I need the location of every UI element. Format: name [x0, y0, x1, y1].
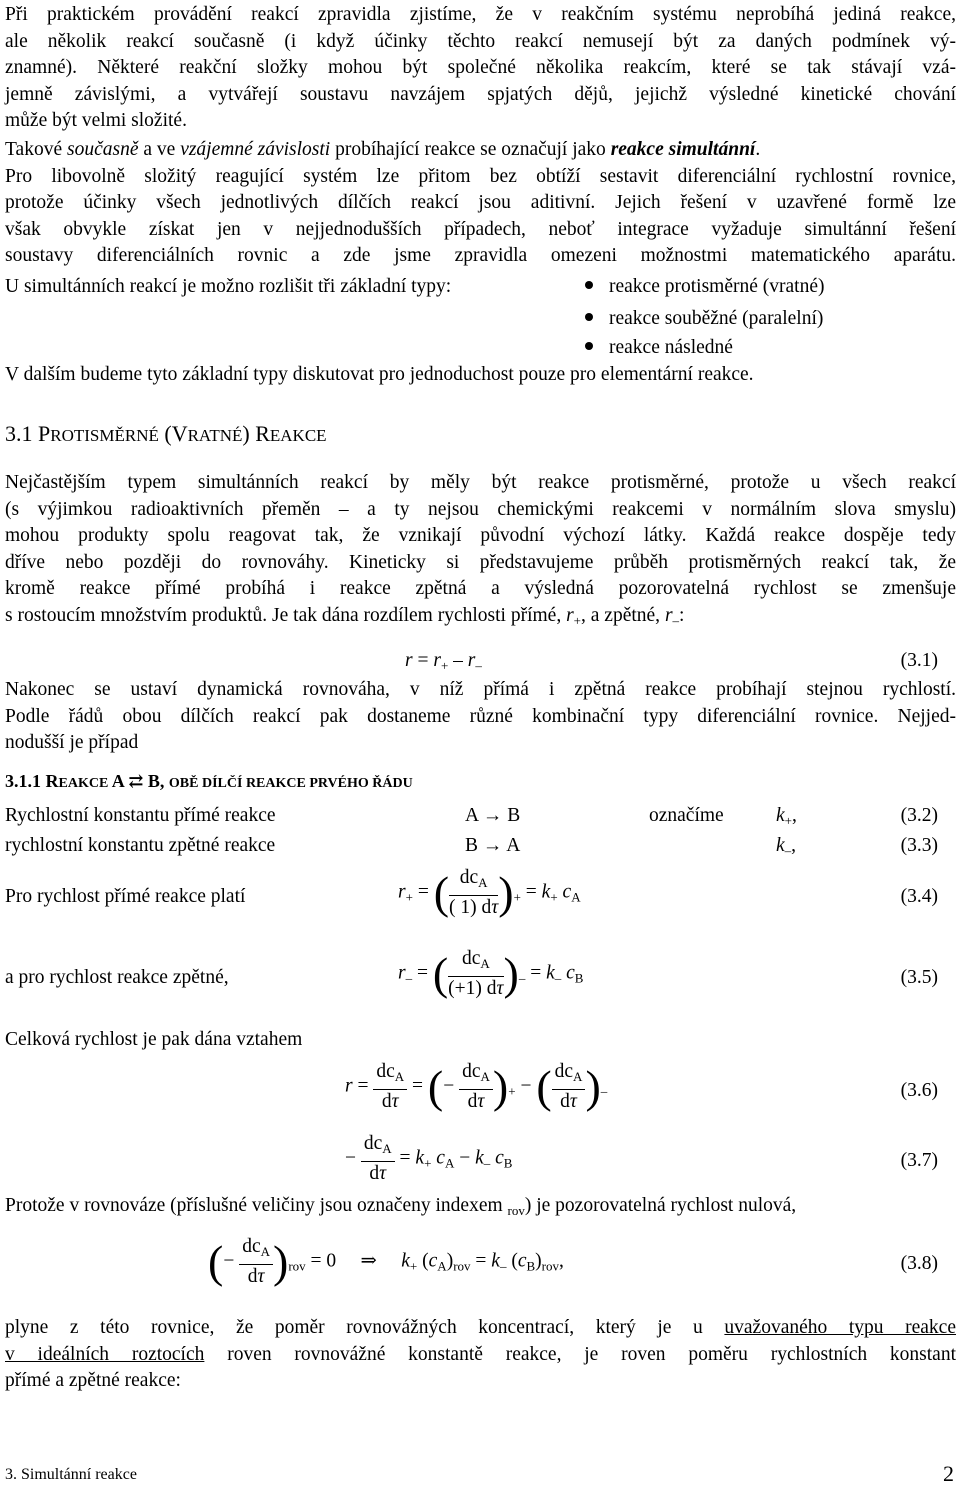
- heading-cap: P: [38, 421, 51, 446]
- text-line: Pro libovolně složitý reagující systém lze přitom bez obtíží sestavit diferenciální rychlostní rovnice,: [5, 165, 956, 187]
- symbol-sub: +: [405, 889, 413, 905]
- equation-number: (3.3): [900, 835, 938, 856]
- symbol-sub: +: [508, 1083, 516, 1099]
- heading-cap: R: [255, 421, 270, 446]
- types-after: V dalším budeme tyto základní typy diskutovat pro jednoduchost pouze pro elementární reakce.: [5, 364, 754, 385]
- paragraph-intro: [5, 2, 956, 135]
- text: ) je pozorovatelná rychlost nulová,: [524, 1195, 797, 1216]
- heading-text: A: [108, 771, 129, 791]
- text-line: protože účinky všech jednotlivých dílčích reakcí jsou aditivní. Jejich řešení v uzavřené formě lze: [5, 192, 956, 213]
- arrow-right-icon: →: [482, 835, 503, 856]
- denominator: [459, 1090, 493, 1114]
- list-item: [585, 335, 733, 361]
- text-line: Podle řádů obou dílčích reakcí pak dostaneme různé kombinační typy diferenciální rovnice. Nejjed-: [5, 705, 956, 727]
- symbol-sub: B: [503, 1155, 513, 1171]
- text: d: [381, 1091, 392, 1112]
- symbol: r: [398, 962, 406, 984]
- text: probíhající reakce se označují jako: [330, 139, 611, 160]
- paren-left: (: [433, 867, 450, 918]
- species: A: [506, 835, 521, 856]
- text: ,: [558, 1250, 564, 1272]
- denominator: [361, 1162, 395, 1186]
- text: = 0: [310, 1250, 337, 1272]
- text-line: dříve nebo později do rovnováhy. Kineticky si představujeme průběh protisměrných reakcí tak, že: [5, 551, 956, 573]
- symbol: k: [546, 962, 555, 984]
- symbol-sub: –: [784, 843, 792, 858]
- text: d: [467, 1091, 478, 1112]
- underlined-text: uvažovaného typu reakce: [724, 1317, 956, 1338]
- heading-text: ): [242, 421, 256, 446]
- numerator: [239, 1235, 273, 1265]
- text: dc: [461, 948, 481, 969]
- underlined-text: v ideálních roztocích: [5, 1343, 205, 1365]
- symbol-sub: rov: [541, 1258, 559, 1274]
- species: B: [507, 805, 521, 826]
- symbol: τ: [257, 1266, 265, 1287]
- bullet-icon: [585, 342, 593, 350]
- equation-3-7: − $\frac{dc_A}{d\tau}$ = $k_+$ $c_A - k_-$ $c_B$: [345, 1133, 513, 1184]
- text: Protože v rovnováze (příslušné veličiny jsou označeny indexem: [5, 1195, 508, 1216]
- list-item: [585, 274, 824, 300]
- rate-row-forward: [5, 803, 276, 829]
- equation-3-5: $r_-$ = ( $\frac{dc_A}{(+1) d\tau}$ )$_- = k_-$ $c_B$: [398, 948, 584, 999]
- symbol: r: [345, 1075, 353, 1097]
- symbol: k: [401, 1250, 410, 1272]
- symbol: c: [517, 1250, 527, 1272]
- fraction: [459, 1060, 493, 1114]
- symbol: τ: [391, 1091, 399, 1112]
- section-heading: [5, 420, 327, 450]
- term-bold: reakce simultánní: [610, 139, 756, 160]
- equation-3-1: [405, 648, 482, 679]
- emphasis: vzájemné závislosti: [180, 139, 331, 160]
- text: dc: [459, 867, 479, 888]
- paren-left: (: [536, 1061, 552, 1112]
- text-line: Nejčastějším typem simultánních reakcí by měly být reakce protisměrné, protože u všech reakcí: [5, 472, 956, 493]
- species: B: [465, 835, 479, 856]
- symbol-sub: A: [478, 875, 488, 890]
- symbol-sub: –: [554, 970, 562, 986]
- symbol: k: [776, 835, 785, 856]
- fraction: [449, 866, 498, 920]
- text: ,: [792, 805, 797, 826]
- numerator: [552, 1060, 586, 1090]
- text: s rostoucím množstvím produktů. Je tak dána rozdílem rychlosti přímé,: [5, 604, 567, 626]
- symbol-sub: B: [574, 970, 584, 986]
- symbol-sub: +: [784, 813, 792, 828]
- text: roven rovnovážné konstantě reakce, je roven poměru rychlostních konstant: [204, 1343, 957, 1365]
- text: d: [560, 1091, 570, 1112]
- operator: =: [412, 650, 434, 671]
- symbol-sub: –: [600, 1083, 608, 1099]
- fraction: [552, 1060, 586, 1114]
- symbol: c: [566, 962, 575, 984]
- text-line: však obvykle získat jen v nejjednodušších případech, neboť integrace vyžaduje simultánní řešení: [5, 218, 956, 240]
- equation-number: (3.5): [900, 967, 938, 988]
- heading-smallcaps: EAKCE: [269, 426, 327, 445]
- page-number: 2: [943, 1461, 954, 1486]
- symbol-sub: +: [573, 612, 582, 628]
- symbol-sub: A: [480, 956, 490, 971]
- text: a ve: [138, 139, 181, 160]
- symbol: k: [475, 1147, 484, 1169]
- text-line: ale několik reakcí současně (i když účinky těchto reakcí nemusejí být za daných podmínek vý-: [5, 30, 956, 52]
- symbol-sub: –: [499, 1258, 507, 1274]
- paragraph-conclusion: [5, 1315, 956, 1395]
- text-line: soustavy diferenciálních rovnic a zde jsme zpravidla omezeni možnostmi matematického aparátu.: [5, 245, 956, 266]
- text-line: [5, 603, 956, 635]
- text: d: [247, 1266, 258, 1287]
- list-item: [585, 306, 823, 332]
- equation-3-4: $r_+$ = ( $\frac{dc_A}{( 1) d\tau}$ )$_+ = k_+$ $c_A$: [398, 867, 581, 918]
- symbol: c: [562, 881, 572, 903]
- symbol-sub: –: [483, 1155, 491, 1171]
- symbol-sub: A: [382, 1141, 392, 1156]
- text-line: (s výjimkou radioaktivních přeměn – a ty nejsou chemickými reakcemi v normálním slova smyslu): [5, 498, 956, 520]
- paren-left: (: [432, 948, 449, 999]
- text-line: znamné). Některé reakční složky mohou být společné několika reakcím, které se tak stávají vzá-: [5, 57, 956, 78]
- heading-cap: R: [45, 771, 59, 791]
- heading-text: B,: [143, 771, 169, 791]
- symbol: τ: [491, 897, 499, 918]
- heading-number: 3.1: [5, 421, 38, 446]
- rate-row-backward: [5, 833, 275, 859]
- reaction-backward: [465, 833, 520, 859]
- text: (+1) d: [448, 978, 497, 999]
- symbol: r: [467, 650, 476, 671]
- symbol-sub: A: [571, 889, 581, 905]
- denominator: [448, 977, 503, 1001]
- denominator: [449, 896, 498, 920]
- text-line: Nakonec se ustaví dynamická rovnováha, v níž přímá i zpětná reakce probíhají stejnou rychlostí.: [5, 679, 956, 700]
- equation-number: (3.6): [900, 1080, 938, 1101]
- rate-word: označíme: [649, 805, 724, 826]
- symbol: r: [405, 650, 413, 671]
- species: A: [465, 805, 479, 826]
- symbol-sub: –: [518, 970, 526, 986]
- list-item-label: reakce následné: [609, 337, 733, 358]
- equation-number: (3.7): [900, 1150, 938, 1171]
- paren-right: ): [492, 1061, 509, 1112]
- fraction: [239, 1235, 273, 1289]
- text-line: nodušší je případ: [5, 732, 139, 753]
- paragraph-reversible: [5, 470, 956, 634]
- heading-smallcaps: RATNÉ: [187, 426, 243, 445]
- fraction: [373, 1060, 407, 1114]
- symbol: c: [428, 1250, 438, 1272]
- equilibrium-arrow-icon: ⇄: [128, 771, 144, 791]
- symbol: r: [398, 881, 406, 903]
- symbol-sub: A: [480, 1069, 490, 1084]
- heading-text: (: [158, 421, 172, 446]
- text: dc: [376, 1061, 395, 1082]
- symbol-sub: +: [424, 1155, 432, 1171]
- heading-smallcaps: OBĚ DÍLČÍ REAKCE PRVÉHO ŘÁDU: [168, 776, 413, 791]
- rate-row-label: Rychlostní konstantu přímé reakce: [5, 805, 276, 826]
- footer-chapter: 3. Simultánní reakce: [5, 1466, 137, 1483]
- symbol-sub: A: [260, 1244, 270, 1259]
- text: , a zpětné,: [581, 604, 665, 626]
- text: Takové: [5, 139, 67, 160]
- symbol-sub: rov: [507, 1203, 525, 1218]
- equation-3-8: (− $\frac{dc_A}{d\tau}$ )$_{rov} = 0$ ⇒ $k_+$ $(c_A)_{rov} = k_-$ $(c_B)_{rov}$,: [208, 1236, 564, 1287]
- symbol: r: [664, 604, 673, 626]
- symbol-sub: +: [513, 889, 521, 905]
- paragraph-equilibrium-rate: [5, 1193, 796, 1224]
- paren-left: (: [208, 1236, 224, 1287]
- reaction-forward: [465, 803, 520, 829]
- heading-cap: V: [171, 421, 188, 446]
- rate-constant: [776, 833, 796, 864]
- paren-right: ): [498, 867, 514, 918]
- symbol-sub: rov: [288, 1258, 306, 1274]
- text: ( 1) d: [449, 897, 492, 918]
- numerator: [459, 1060, 493, 1090]
- paragraph-equilibrium: [5, 677, 956, 757]
- symbol-sub: A: [444, 1155, 455, 1171]
- equation-3-6: r = $\frac{dc_A}{d\tau}$ = (− $\frac{dc_A}{d\tau}$ )$_+$ − ( $\frac{dc_A}{d\tau}$ )$_-$: [345, 1061, 608, 1112]
- symbol-sub: A: [573, 1069, 583, 1084]
- symbol: k: [491, 1250, 500, 1272]
- symbol-sub: +: [440, 658, 449, 673]
- numerator: [361, 1132, 395, 1162]
- symbol-sub: –: [672, 612, 680, 628]
- emphasis: současně: [67, 139, 139, 160]
- rate-row-label: rychlostní konstantu zpětné reakce: [5, 835, 276, 856]
- paren-right: ): [273, 1236, 289, 1287]
- equation-number: (3.1): [900, 650, 938, 671]
- denominator: [373, 1090, 407, 1114]
- text: d: [369, 1163, 380, 1184]
- text: .: [755, 139, 761, 160]
- numerator: [448, 947, 503, 977]
- heading-smallcaps: ROTISMĚRNÉ: [50, 426, 159, 445]
- paren-right: ): [585, 1061, 601, 1112]
- eq-3-5-label: a pro rychlost reakce zpětné,: [5, 967, 229, 988]
- equation-number: (3.2): [900, 805, 938, 826]
- list-item-label: reakce protisměrné (vratné): [609, 276, 825, 297]
- types-intro: U simultánních reakcí je možno rozlišit tři základní typy:: [5, 276, 452, 297]
- paragraph-simultaneous: [5, 137, 956, 270]
- symbol: k: [541, 881, 551, 903]
- symbol: τ: [496, 978, 504, 999]
- text: ,: [791, 835, 797, 856]
- text: dc: [462, 1061, 481, 1082]
- paren-right: ): [503, 948, 519, 999]
- text-line: mohou produkty spolu reagovat tak, že vznikají původní výchozí látky. Každá reakce dospěje tedy: [5, 525, 956, 546]
- text: plyne z této rovnice, že poměr rovnovážných koncentrací, který je u: [5, 1317, 725, 1338]
- text-line: přímé a zpětné reakce:: [5, 1370, 181, 1391]
- bullet-icon: [585, 281, 593, 289]
- symbol: c: [495, 1147, 504, 1169]
- rate-constant: [776, 803, 797, 834]
- implies-arrow-icon: ⇒: [360, 1250, 377, 1272]
- text-line: [5, 1342, 956, 1369]
- symbol-sub: rov: [453, 1258, 471, 1274]
- denominator: [239, 1265, 273, 1289]
- symbol: c: [436, 1147, 445, 1169]
- paren-left: (: [427, 1061, 444, 1112]
- symbol: r: [433, 650, 441, 671]
- text-line: jemně závislými, a vytvářejí soustavu navzájem spjatých dějů, jejichž výsledné kinetické chování: [5, 83, 956, 105]
- text-line: kromě reakce přímé probíhá i reakce zpětná a výsledná pozorovatelná rychlost se zmenšuje: [5, 578, 956, 599]
- text-line: může být velmi složité.: [5, 110, 187, 131]
- fraction: [361, 1132, 395, 1186]
- equation-number: (3.8): [900, 1253, 938, 1274]
- text: dc: [242, 1236, 261, 1257]
- heading-number: 3.1.1: [5, 771, 46, 791]
- text-line: [5, 1315, 956, 1342]
- equation-number: (3.4): [900, 886, 938, 907]
- eq-intro: Celková rychlost je pak dána vztahem: [5, 1029, 303, 1050]
- numerator: [449, 866, 498, 896]
- definition-line: [5, 137, 956, 164]
- text: :: [679, 604, 685, 626]
- symbol-sub: B: [526, 1258, 536, 1274]
- symbol: τ: [569, 1091, 577, 1112]
- symbol: τ: [379, 1163, 387, 1184]
- arrow-right-icon: →: [482, 805, 503, 826]
- symbol: τ: [477, 1091, 485, 1112]
- text: dc: [554, 1061, 574, 1082]
- bullet-icon: [585, 313, 593, 321]
- symbol: r: [566, 604, 574, 626]
- subsection-heading: [5, 771, 413, 792]
- symbol-sub: +: [409, 1258, 418, 1274]
- list-item-label: reakce souběžné (paralelní): [609, 308, 824, 329]
- denominator: [552, 1090, 586, 1114]
- symbol-sub: +: [550, 889, 558, 905]
- symbol: k: [776, 805, 785, 826]
- operator: –: [448, 650, 468, 671]
- symbol-sub: –: [475, 658, 482, 673]
- heading-smallcaps: EAKCE: [58, 776, 109, 791]
- eq-3-4-label: Pro rychlost přímé reakce platí: [5, 886, 246, 907]
- fraction: [448, 947, 503, 1001]
- text-line: Při praktickém provádění reakcí zpravidla zjistíme, že v reakčním systému neprobíhá jediná reakce,: [5, 4, 956, 25]
- numerator: [373, 1060, 407, 1090]
- symbol: k: [415, 1147, 425, 1169]
- symbol-sub: A: [437, 1258, 447, 1274]
- symbol-sub: A: [394, 1069, 405, 1084]
- text: dc: [363, 1133, 383, 1154]
- symbol-sub: –: [405, 970, 413, 986]
